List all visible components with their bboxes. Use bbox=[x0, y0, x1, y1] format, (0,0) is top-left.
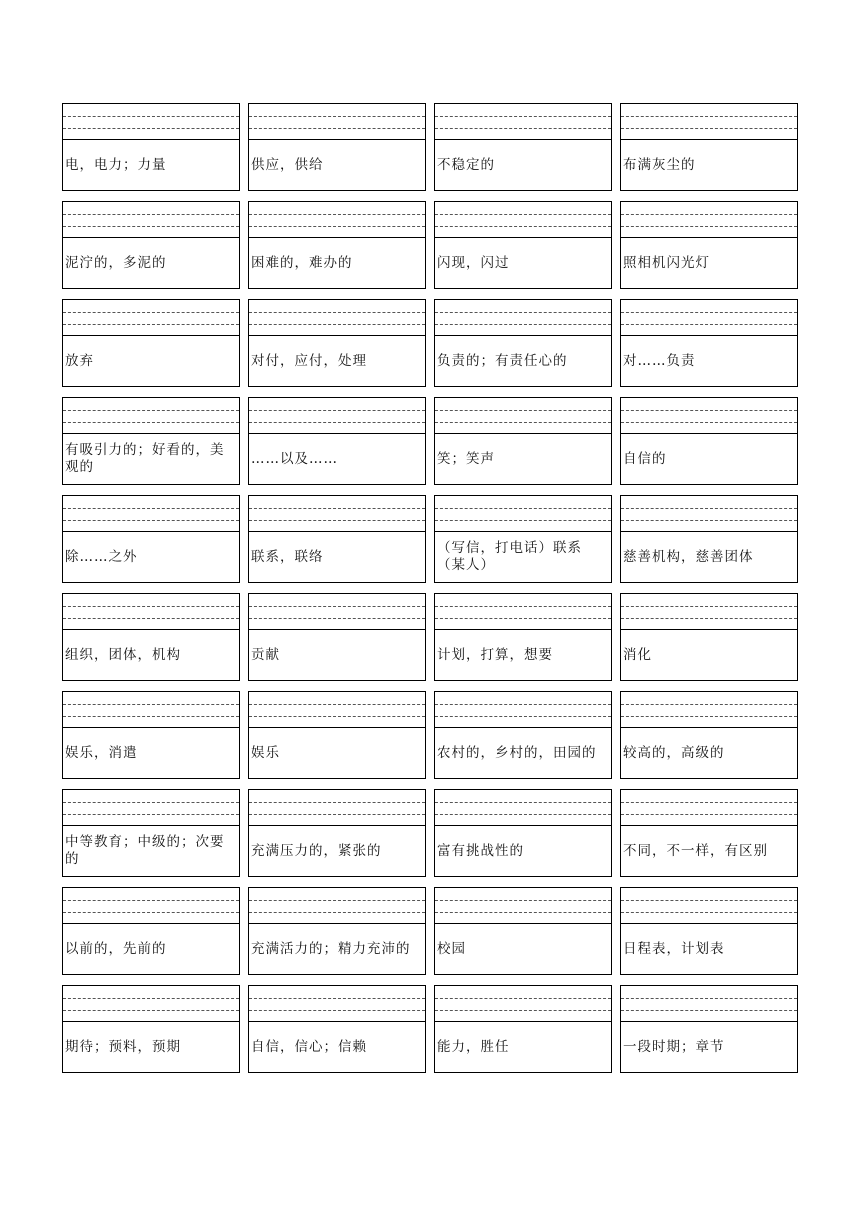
vocab-card bbox=[248, 593, 426, 681]
dashed-guide-line bbox=[435, 422, 611, 423]
dashed-guide-line bbox=[63, 900, 239, 901]
chinese-meaning: 笑；笑声 bbox=[437, 450, 495, 467]
dashed-guide-line bbox=[249, 422, 425, 423]
chinese-meaning: 中等教育；中级的；次要的 bbox=[65, 834, 225, 867]
dashed-guide-line bbox=[621, 704, 797, 705]
dashed-guide-line bbox=[621, 116, 797, 117]
dashed-guide-line bbox=[621, 312, 797, 313]
writing-lines bbox=[435, 300, 611, 336]
vocab-card bbox=[248, 103, 426, 191]
writing-lines bbox=[435, 888, 611, 924]
vocab-card bbox=[434, 789, 612, 877]
vocab-card bbox=[620, 985, 798, 1073]
dashed-guide-line bbox=[249, 226, 425, 227]
dashed-guide-line bbox=[249, 508, 425, 509]
dashed-guide-line bbox=[435, 508, 611, 509]
dashed-guide-line bbox=[63, 802, 239, 803]
dashed-guide-line bbox=[63, 422, 239, 423]
chinese-meaning: 困难的，难办的 bbox=[251, 254, 353, 271]
dashed-guide-line bbox=[249, 324, 425, 325]
writing-lines bbox=[249, 496, 425, 532]
chinese-meaning: 富有挑战性的 bbox=[437, 842, 524, 859]
dashed-guide-line bbox=[63, 618, 239, 619]
dashed-guide-line bbox=[63, 116, 239, 117]
writing-lines bbox=[621, 888, 797, 924]
dashed-guide-line bbox=[621, 410, 797, 411]
writing-lines bbox=[63, 986, 239, 1022]
writing-lines bbox=[435, 398, 611, 434]
dashed-guide-line bbox=[63, 704, 239, 705]
chinese-meaning: 充满活力的；精力充沛的 bbox=[251, 940, 411, 957]
chinese-meaning: 布满灰尘的 bbox=[623, 156, 696, 173]
dashed-guide-line bbox=[621, 618, 797, 619]
dashed-guide-line bbox=[435, 802, 611, 803]
vocab-card bbox=[62, 103, 240, 191]
dashed-guide-line bbox=[249, 1010, 425, 1011]
vocab-card bbox=[248, 397, 426, 485]
chinese-meaning: 期待；预料，预期 bbox=[65, 1038, 181, 1055]
writing-lines bbox=[63, 104, 239, 140]
writing-lines bbox=[249, 398, 425, 434]
chinese-meaning: 农村的，乡村的，田园的 bbox=[437, 744, 597, 761]
writing-lines bbox=[249, 692, 425, 728]
dashed-guide-line bbox=[435, 814, 611, 815]
dashed-guide-line bbox=[249, 520, 425, 521]
vocab-card bbox=[248, 691, 426, 779]
writing-lines bbox=[63, 496, 239, 532]
dashed-guide-line bbox=[63, 226, 239, 227]
vocab-card bbox=[62, 299, 240, 387]
writing-lines bbox=[249, 202, 425, 238]
chinese-meaning: 计划，打算，想要 bbox=[437, 646, 553, 663]
dashed-guide-line bbox=[435, 998, 611, 999]
vocab-card bbox=[434, 985, 612, 1073]
vocab-card bbox=[62, 789, 240, 877]
dashed-guide-line bbox=[621, 508, 797, 509]
chinese-meaning: 充满压力的，紧张的 bbox=[251, 842, 382, 859]
dashed-guide-line bbox=[621, 422, 797, 423]
chinese-meaning: 放弃 bbox=[65, 352, 94, 369]
dashed-guide-line bbox=[621, 716, 797, 717]
vocab-card bbox=[62, 691, 240, 779]
dashed-guide-line bbox=[63, 508, 239, 509]
writing-lines bbox=[63, 888, 239, 924]
dashed-guide-line bbox=[63, 998, 239, 999]
writing-lines bbox=[621, 790, 797, 826]
vocab-card bbox=[620, 495, 798, 583]
vocab-card bbox=[248, 985, 426, 1073]
vocab-card bbox=[248, 201, 426, 289]
writing-lines bbox=[621, 496, 797, 532]
vocab-card bbox=[434, 397, 612, 485]
vocab-card bbox=[620, 103, 798, 191]
writing-lines bbox=[63, 790, 239, 826]
writing-lines bbox=[249, 300, 425, 336]
dashed-guide-line bbox=[249, 410, 425, 411]
vocab-card bbox=[620, 201, 798, 289]
dashed-guide-line bbox=[63, 716, 239, 717]
writing-lines bbox=[63, 692, 239, 728]
writing-lines bbox=[435, 202, 611, 238]
dashed-guide-line bbox=[63, 128, 239, 129]
vocab-card bbox=[434, 495, 612, 583]
vocab-card bbox=[248, 887, 426, 975]
chinese-meaning: 慈善机构，慈善团体 bbox=[623, 548, 754, 565]
dashed-guide-line bbox=[621, 900, 797, 901]
dashed-guide-line bbox=[249, 606, 425, 607]
writing-lines bbox=[249, 104, 425, 140]
dashed-guide-line bbox=[249, 116, 425, 117]
dashed-guide-line bbox=[435, 312, 611, 313]
chinese-meaning: 娱乐 bbox=[251, 744, 280, 761]
dashed-guide-line bbox=[63, 814, 239, 815]
writing-lines bbox=[621, 692, 797, 728]
vocab-card bbox=[434, 691, 612, 779]
chinese-meaning: 能力，胜任 bbox=[437, 1038, 510, 1055]
writing-lines bbox=[249, 986, 425, 1022]
dashed-guide-line bbox=[249, 704, 425, 705]
dashed-guide-line bbox=[249, 912, 425, 913]
vocab-card bbox=[620, 789, 798, 877]
writing-lines bbox=[63, 300, 239, 336]
chinese-meaning: 有吸引力的；好看的，美观的 bbox=[65, 442, 225, 475]
writing-lines bbox=[63, 398, 239, 434]
dashed-guide-line bbox=[249, 802, 425, 803]
chinese-meaning: 闪现，闪过 bbox=[437, 254, 510, 271]
vocab-card bbox=[62, 985, 240, 1073]
chinese-meaning: 负责的；有责任心的 bbox=[437, 352, 568, 369]
dashed-guide-line bbox=[249, 214, 425, 215]
chinese-meaning: 对付，应付，处理 bbox=[251, 352, 367, 369]
chinese-meaning: 消化 bbox=[623, 646, 652, 663]
writing-lines bbox=[249, 790, 425, 826]
dashed-guide-line bbox=[63, 410, 239, 411]
dashed-guide-line bbox=[621, 324, 797, 325]
vocab-card bbox=[62, 495, 240, 583]
dashed-guide-line bbox=[249, 900, 425, 901]
writing-lines bbox=[435, 594, 611, 630]
vocab-card bbox=[434, 299, 612, 387]
chinese-meaning: 除……之外 bbox=[65, 548, 138, 565]
vocab-card bbox=[620, 887, 798, 975]
dashed-guide-line bbox=[63, 312, 239, 313]
chinese-meaning: 自信，信心；信赖 bbox=[251, 1038, 367, 1055]
vocab-card bbox=[620, 691, 798, 779]
chinese-meaning: 对……负责 bbox=[623, 352, 696, 369]
dashed-guide-line bbox=[249, 814, 425, 815]
dashed-guide-line bbox=[435, 128, 611, 129]
chinese-meaning: 日程表，计划表 bbox=[623, 940, 725, 957]
writing-lines bbox=[435, 692, 611, 728]
dashed-guide-line bbox=[435, 716, 611, 717]
vocab-card bbox=[620, 299, 798, 387]
vocab-card bbox=[248, 495, 426, 583]
writing-lines bbox=[63, 594, 239, 630]
chinese-meaning: 照相机闪光灯 bbox=[623, 254, 710, 271]
writing-lines bbox=[621, 398, 797, 434]
dashed-guide-line bbox=[621, 606, 797, 607]
dashed-guide-line bbox=[249, 618, 425, 619]
vocab-card bbox=[62, 201, 240, 289]
dashed-guide-line bbox=[435, 116, 611, 117]
writing-lines bbox=[435, 790, 611, 826]
vocab-card bbox=[62, 397, 240, 485]
chinese-meaning: 不稳定的 bbox=[437, 156, 495, 173]
dashed-guide-line bbox=[435, 912, 611, 913]
chinese-meaning: ……以及…… bbox=[251, 450, 338, 467]
dashed-guide-line bbox=[621, 912, 797, 913]
chinese-meaning: 较高的，高级的 bbox=[623, 744, 725, 761]
chinese-meaning: 组织，团体，机构 bbox=[65, 646, 181, 663]
dashed-guide-line bbox=[435, 1010, 611, 1011]
writing-lines bbox=[621, 300, 797, 336]
writing-lines bbox=[621, 202, 797, 238]
dashed-guide-line bbox=[249, 312, 425, 313]
dashed-guide-line bbox=[435, 704, 611, 705]
dashed-guide-line bbox=[63, 1010, 239, 1011]
dashed-guide-line bbox=[621, 814, 797, 815]
chinese-meaning: 电，电力；力量 bbox=[65, 156, 167, 173]
dashed-guide-line bbox=[63, 520, 239, 521]
writing-lines bbox=[249, 888, 425, 924]
dashed-guide-line bbox=[63, 324, 239, 325]
chinese-meaning: 校园 bbox=[437, 940, 466, 957]
chinese-meaning: 联系，联络 bbox=[251, 548, 324, 565]
chinese-meaning: 娱乐，消遣 bbox=[65, 744, 138, 761]
vocab-card-grid bbox=[62, 103, 798, 1073]
chinese-meaning: 不同，不一样，有区别 bbox=[623, 842, 768, 859]
dashed-guide-line bbox=[435, 618, 611, 619]
vocab-card bbox=[434, 103, 612, 191]
chinese-meaning: 自信的 bbox=[623, 450, 667, 467]
vocab-card bbox=[434, 887, 612, 975]
writing-lines bbox=[435, 104, 611, 140]
dashed-guide-line bbox=[435, 324, 611, 325]
chinese-meaning: 以前的，先前的 bbox=[65, 940, 167, 957]
writing-lines bbox=[621, 986, 797, 1022]
vocab-card bbox=[62, 593, 240, 681]
dashed-guide-line bbox=[435, 214, 611, 215]
dashed-guide-line bbox=[249, 716, 425, 717]
writing-lines bbox=[435, 496, 611, 532]
dashed-guide-line bbox=[63, 912, 239, 913]
dashed-guide-line bbox=[621, 226, 797, 227]
dashed-guide-line bbox=[435, 520, 611, 521]
writing-lines bbox=[621, 104, 797, 140]
vocab-card bbox=[620, 593, 798, 681]
dashed-guide-line bbox=[63, 214, 239, 215]
chinese-meaning: 泥泞的，多泥的 bbox=[65, 254, 167, 271]
dashed-guide-line bbox=[621, 998, 797, 999]
dashed-guide-line bbox=[249, 998, 425, 999]
dashed-guide-line bbox=[621, 520, 797, 521]
writing-lines bbox=[249, 594, 425, 630]
vocab-card bbox=[248, 299, 426, 387]
chinese-meaning: 一段时期；章节 bbox=[623, 1038, 725, 1055]
chinese-meaning: （写信，打电话）联系（某人） bbox=[437, 540, 582, 573]
dashed-guide-line bbox=[435, 900, 611, 901]
dashed-guide-line bbox=[621, 1010, 797, 1011]
dashed-guide-line bbox=[435, 226, 611, 227]
vocab-card bbox=[434, 201, 612, 289]
dashed-guide-line bbox=[621, 214, 797, 215]
vocab-card bbox=[62, 887, 240, 975]
dashed-guide-line bbox=[435, 410, 611, 411]
writing-lines bbox=[621, 594, 797, 630]
dashed-guide-line bbox=[249, 128, 425, 129]
writing-lines bbox=[63, 202, 239, 238]
dashed-guide-line bbox=[621, 128, 797, 129]
vocab-card bbox=[434, 593, 612, 681]
chinese-meaning: 贡献 bbox=[251, 646, 280, 663]
dashed-guide-line bbox=[435, 606, 611, 607]
dashed-guide-line bbox=[63, 606, 239, 607]
dashed-guide-line bbox=[621, 802, 797, 803]
vocab-card bbox=[248, 789, 426, 877]
vocab-card bbox=[620, 397, 798, 485]
chinese-meaning: 供应，供给 bbox=[251, 156, 324, 173]
writing-lines bbox=[435, 986, 611, 1022]
